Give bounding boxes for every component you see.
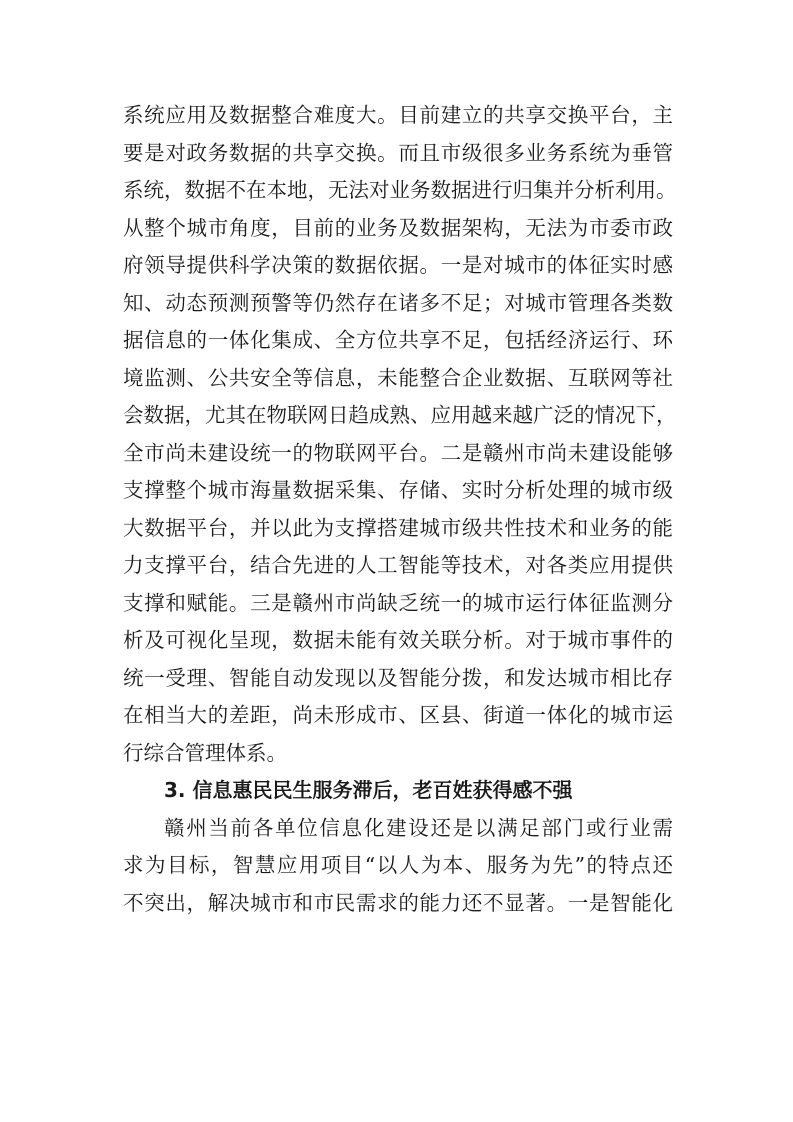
text-line: 在相当大的差距，尚未形成市、区县、街道一体化的城市运 bbox=[123, 703, 673, 727]
text-line: 赣州当前各单位信息化建设还是以满足部门或行业需 bbox=[164, 815, 673, 840]
text-line: 析及可视化呈现，数据未能有效关联分析。对于城市事件的 bbox=[123, 628, 673, 652]
text-line: 知、动态预测预警等仍然存在诸多不足；对城市管理各类数 bbox=[123, 290, 673, 315]
text-line: 会数据，尤其在物联网日趋成熟、应用越来越广泛的情况下， bbox=[123, 403, 677, 427]
text-line: 力支撑平台，结合先进的人工智能等技术，对各类应用提供 bbox=[123, 553, 673, 577]
document-body bbox=[123, 97, 677, 922]
text-line: 不突出，解决城市和市民需求的能力还不显著。一是智能化 bbox=[123, 890, 673, 915]
text-line: 从整个城市角度，目前的业务及数据架构，无法为市委市政 bbox=[123, 215, 673, 240]
text-line: 求为目标，智慧应用项目“以人为本、服务为先”的特点还 bbox=[123, 853, 673, 877]
text-line: 境监测、公共安全等信息，未能整合企业数据、互联网等社 bbox=[123, 365, 673, 390]
text-line: 系统，数据不在本地，无法对业务数据进行归集并分析利用。 bbox=[123, 178, 677, 202]
section-heading: 3. 信息惠民民生服务滞后，老百姓获得感不强 bbox=[164, 778, 573, 802]
text-line: 据信息的一体化集成、全方位共享不足，包括经济运行、环 bbox=[123, 328, 673, 352]
text-line: 支撑整个城市海量数据采集、存储、实时分析处理的城市级 bbox=[123, 478, 673, 502]
text-line: 系统应用及数据整合难度大。目前建立的共享交换平台，主 bbox=[123, 103, 673, 127]
text-line: 支撑和赋能。三是赣州市尚缺乏统一的城市运行体征监测分 bbox=[123, 590, 673, 615]
text-line: 统一受理、智能自动发现以及智能分拨，和发达城市相比存 bbox=[123, 665, 673, 690]
paragraph-2 bbox=[123, 810, 673, 923]
text-line: 要是对政务数据的共享交换。而且市级很多业务系统为垂管 bbox=[123, 140, 673, 165]
text-line: 行综合管理体系。 bbox=[123, 740, 287, 765]
text-line: 府领导提供科学决策的数据依据。一是对城市的体征实时感 bbox=[123, 253, 673, 277]
text-line: 全市尚未建设统一的物联网平台。二是赣州市尚未建设能够 bbox=[123, 440, 673, 465]
paragraph-1 bbox=[123, 97, 677, 772]
text-line: 大数据平台，并以此为支撑搭建城市级共性技术和业务的能 bbox=[123, 515, 673, 540]
